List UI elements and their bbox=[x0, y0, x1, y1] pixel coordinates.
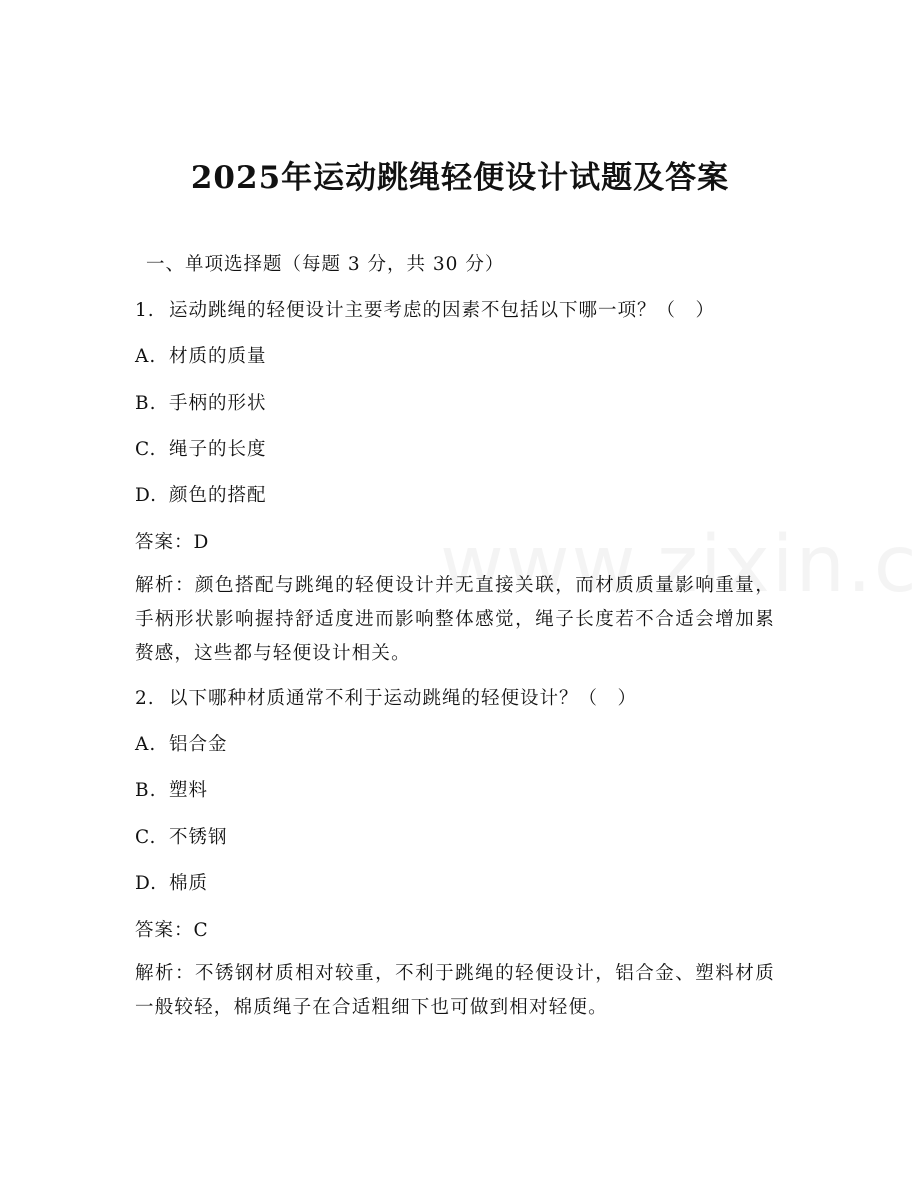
question-1-option-c bbox=[135, 438, 267, 462]
section-heading: 一、单项选择题（每题 3 分，共 30 分） bbox=[146, 254, 505, 275]
question-2-option-d bbox=[135, 872, 208, 896]
option-text: 绳子的长度 bbox=[169, 439, 267, 460]
option-label: B. bbox=[135, 393, 157, 414]
question-2-text: 以下哪种材质通常不利于运动跳绳的轻便设计？（ ） bbox=[169, 688, 638, 709]
option-label: D. bbox=[135, 485, 158, 506]
question-1-text: 运动跳绳的轻便设计主要考虑的因素不包括以下哪一项？（ ） bbox=[169, 300, 716, 321]
question-2-number: 2. bbox=[135, 688, 155, 709]
question-2-analysis: 解析：不锈钢材质相对较重，不利于跳绳的轻便设计，铝合金、塑料材质一般较轻，棉质绳子在合适粗细下也可做到相对轻便。 bbox=[135, 963, 775, 1018]
question-1-option-d bbox=[135, 484, 267, 508]
option-text: 铝合金 bbox=[169, 734, 228, 755]
question-1-answer: 答案：D bbox=[135, 532, 210, 553]
option-label: A. bbox=[135, 734, 157, 755]
option-text: 不锈钢 bbox=[169, 827, 228, 848]
option-text: 塑料 bbox=[169, 780, 209, 801]
question-1-number: 1. bbox=[135, 300, 155, 321]
option-text: 颜色的搭配 bbox=[169, 485, 267, 506]
option-text: 材质的质量 bbox=[169, 346, 267, 367]
option-label: A. bbox=[135, 346, 157, 367]
question-1 bbox=[135, 299, 715, 323]
question-1-option-a bbox=[135, 345, 267, 369]
question-2-option-a bbox=[135, 733, 228, 757]
question-2-option-c bbox=[135, 826, 228, 850]
option-text: 棉质 bbox=[169, 873, 209, 894]
option-label: C. bbox=[135, 439, 157, 460]
option-label: D. bbox=[135, 873, 158, 894]
document-title: 2025年运动跳绳轻便设计试题及答案 bbox=[190, 160, 730, 196]
option-label: C. bbox=[135, 827, 157, 848]
option-text: 手柄的形状 bbox=[169, 393, 267, 414]
question-1-analysis: 解析：颜色搭配与跳绳的轻便设计并无直接关联，而材质质量影响重量，手柄形状影响握持舒适度进而影响整体感觉，绳子长度若不合适会增加累赘感，这些都与轻便设计相关。 bbox=[135, 575, 775, 664]
question-2 bbox=[135, 687, 637, 711]
question-1-option-b bbox=[135, 392, 267, 416]
option-label: B. bbox=[135, 780, 157, 801]
question-2-option-b bbox=[135, 779, 208, 803]
question-2-answer: 答案：C bbox=[135, 920, 209, 941]
